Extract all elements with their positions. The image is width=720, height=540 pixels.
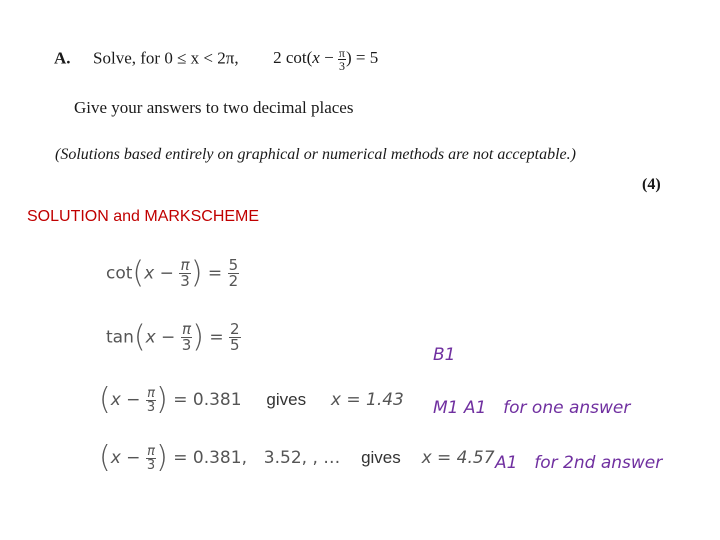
gives-label-2: gives (361, 448, 401, 467)
question-marks: (4) (642, 176, 661, 193)
mark-m1a1-note: for one answer (503, 398, 631, 418)
mark-a1: A1 for 2nd answer (495, 453, 663, 473)
solution-heading: SOLUTION and MARKSCHEME (27, 208, 260, 225)
solution-line-1: cot(x − $\frac{\pi}{3}$ ) = $\frac{5}{2}$ (106, 255, 239, 291)
solution-line-4: (x − $\frac{\pi}{3}$ ) = 0.381, 3.52, , … gives x = 4.57 (99, 440, 495, 475)
question-line (54, 47, 378, 72)
solution-line-2: tan(x − $\frac{\pi}{3}$ ) = $\frac{2}{5}$ (106, 319, 240, 355)
solution-line-3: (x − $\frac{\pi}{3}$ ) = 0.381 gives x = 1.43 (99, 382, 404, 417)
question-instruction: Give your answers to two decimal places (74, 98, 354, 117)
mark-b1: B1 (433, 345, 456, 365)
mark-a1-note: for 2nd answer (534, 453, 663, 473)
result-2: x = 4.57 (421, 448, 495, 468)
gives-label: gives (266, 390, 307, 409)
mark-m1a1: M1 A1 for one answer (433, 398, 631, 418)
question-label: A. (54, 48, 71, 68)
question-solve-text: Solve, for 0 ≤ x < 2π, (93, 48, 239, 68)
result-1: x = 1.43 (330, 390, 404, 410)
question-note: (Solutions based entirely on graphical or numerical methods are not acceptable.) (55, 146, 576, 163)
extra-values: 3.52, , … (263, 448, 341, 468)
question-equation: 2 cot(x − $\frac{\pi}{3}$ ) = 5 (273, 46, 379, 73)
